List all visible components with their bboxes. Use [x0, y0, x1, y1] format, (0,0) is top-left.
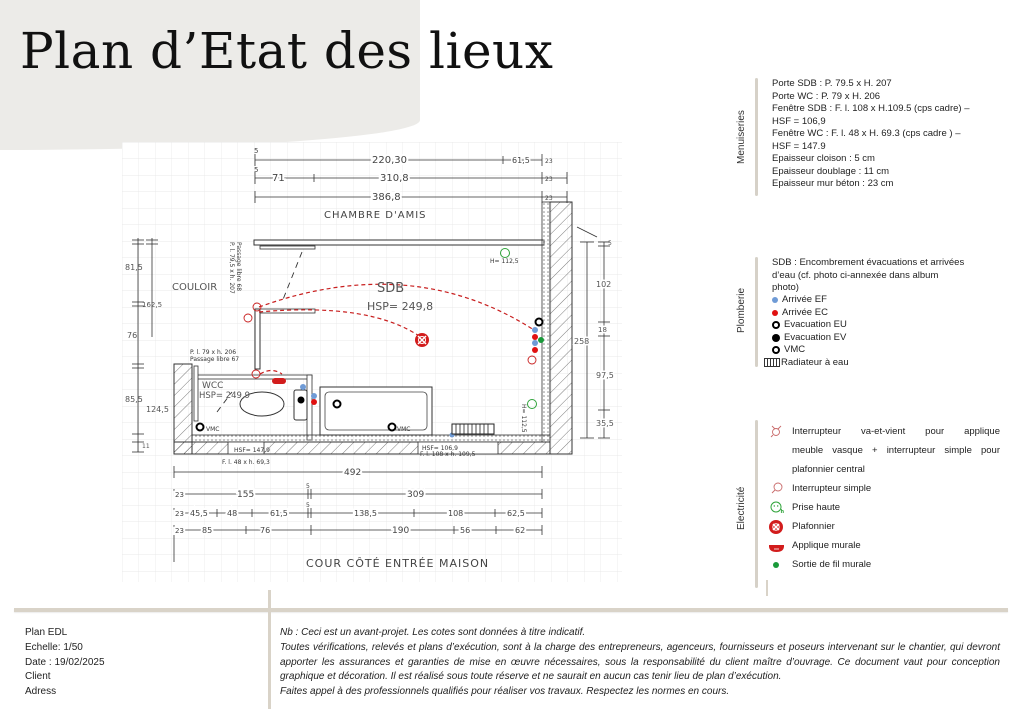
legend-sortie-fil [768, 555, 871, 574]
epaisseur-mur: Epaisseur mur béton : 23 cm [772, 178, 894, 189]
svg-text:F. l. 108 x h. 109,5: F. l. 108 x h. 109,5 [420, 451, 476, 458]
svg-text:310,8: 310,8 [380, 173, 409, 184]
svg-text:HSF= 147,9: HSF= 147,9 [234, 447, 270, 454]
legend-radiateur [764, 357, 1012, 370]
svg-text:18: 18 [598, 326, 607, 334]
svg-text:108: 108 [448, 509, 464, 518]
section-label: Plomberie [736, 287, 747, 333]
svg-text:85,5: 85,5 [125, 395, 143, 404]
disclaimer-advice: Faites appel à des professionnels qualifiés pour réaliser vos travaux. Respectez les normes en cours. [280, 686, 730, 698]
svg-text:162,5: 162,5 [142, 301, 163, 309]
svg-text:258: 258 [574, 337, 590, 346]
svg-text:5: 5 [306, 502, 310, 509]
section-divider [755, 420, 758, 588]
svg-text:VMC: VMC [397, 426, 411, 433]
intro-line: SDB : Encombrement évacuations et arrivées [772, 257, 965, 268]
legend-prise-haute [768, 498, 840, 517]
svg-text:5: 5 [254, 166, 259, 174]
svg-text:11: 11 [142, 443, 150, 450]
client: Client [25, 671, 51, 683]
svg-text:23: 23 [545, 195, 553, 202]
footer-info [25, 626, 105, 700]
legend-label: Evacuation EU [784, 319, 847, 330]
svg-text:H= 112,5: H= 112,5 [490, 258, 519, 265]
blue-dot-icon [772, 297, 778, 303]
section-divider [755, 78, 758, 196]
simple-switch-icon [768, 479, 786, 493]
porte-sdb: Porte SDB : P. 79.5 x H. 207 [772, 78, 892, 89]
svg-text:155: 155 [237, 490, 255, 500]
legend-label: Arrivée EF [782, 294, 827, 305]
epaisseur-cloison: Epaisseur cloison : 5 cm [772, 153, 875, 164]
svg-text:386,8: 386,8 [372, 192, 401, 203]
legend-label: Applique murale [792, 540, 861, 551]
disclaimer-nb: Nb : Ceci est un avant-projet. Les cotes sont données à titre indicatif. [280, 627, 586, 638]
svg-text:56: 56 [460, 526, 471, 535]
svg-text:5: 5 [306, 483, 310, 490]
wall-light-icon [768, 536, 786, 550]
fenetre-wc-hsf: HSF = 147.9 [772, 140, 826, 152]
svg-text:102: 102 [596, 280, 612, 289]
plan-name: Plan EDL [25, 627, 68, 638]
legend-label: Radiateur à eau [781, 356, 849, 368]
svg-text:124,5: 124,5 [146, 405, 169, 414]
footer-divider-tick [766, 580, 768, 596]
svg-text:23: 23 [175, 510, 184, 518]
date: Date : 19/02/2025 [25, 656, 105, 668]
disclaimer-body: Toutes vérifications, relevés et plans d’exécution, sont à la charge des entrepreneurs, agenceurs, fournisseurs et poseurs intervenant sur le chantier, qui devront apporter les assurances et garanties de mise en œuvre nécessaires, sous la responsabilité du client maître d’ouvrage. Ce document vaut pour conception graphique et décoration. Il est réalisé sous toute réserve et ne saurait en aucun cas tenir lieu de plan d’exécution. [280, 641, 1000, 683]
legend-label: plafonnier central [792, 464, 865, 475]
floor-plan [122, 142, 622, 582]
intro-line: d’eau (cf. photo ci-annexée dans album [772, 269, 939, 281]
plomberie-legend [772, 294, 1012, 369]
svg-text:190: 190 [392, 526, 410, 536]
legend-label: Prise haute [792, 502, 841, 513]
ceiling-light-icon [768, 517, 786, 531]
black-ring-icon [772, 346, 780, 354]
svg-text:23: 23 [175, 527, 184, 535]
svg-text:5: 5 [254, 147, 259, 155]
svg-text:45,5: 45,5 [190, 509, 208, 518]
svg-text:62,5: 62,5 [507, 509, 525, 518]
legend-vmc [772, 344, 1012, 357]
black-ring-icon [772, 321, 780, 329]
svg-text:138,5: 138,5 [354, 509, 377, 518]
floor-plan-drawing [122, 142, 622, 582]
svg-text:48: 48 [227, 509, 238, 518]
svg-text:23: 23 [545, 176, 553, 183]
plan-ceiling-light [415, 333, 429, 347]
svg-text:HSP= 249,8: HSP= 249,8 [367, 300, 434, 313]
footer-disclaimer [280, 626, 1000, 700]
svg-text:CHAMBRE D'AMIS: CHAMBRE D'AMIS [324, 210, 427, 221]
svg-text:WCC: WCC [202, 381, 224, 391]
legend-label: Interrupteur va-et-vient pour applique [792, 426, 1000, 437]
svg-text:SDB: SDB [377, 281, 405, 296]
svg-text:COULOIR: COULOIR [172, 282, 218, 293]
svg-text:61,5: 61,5 [270, 509, 288, 518]
svg-text:23: 23 [175, 491, 184, 499]
red-dot-icon [772, 310, 778, 316]
legend-evacuation-ev [772, 332, 1012, 345]
svg-text:309: 309 [407, 490, 425, 500]
two-way-switch-icon [768, 422, 786, 436]
svg-text:P. l. 79,5 x h. 207: P. l. 79,5 x h. 207 [228, 242, 235, 294]
bathtub [320, 387, 432, 435]
svg-text:35,5: 35,5 [596, 419, 614, 428]
toilet-tank [294, 390, 307, 420]
footer-column-divider [268, 590, 271, 709]
svg-text:71: 71 [272, 173, 285, 184]
fenetre-wc: Fenêtre WC : F. l. 48 x H. 69.3 (cps cadre ) – [772, 128, 961, 139]
plomberie-intro [772, 257, 1012, 295]
page-title: Plan d’Etat des lieux [20, 22, 554, 80]
section-divider [755, 257, 758, 367]
svg-text:220,30: 220,30 [372, 155, 407, 166]
legend-label: Evacuation EV [784, 331, 847, 343]
radiator-icon [764, 358, 780, 367]
svg-text:h: h [780, 509, 785, 514]
legend-label: Plafonnier [792, 521, 835, 532]
epaisseur-doublage: Epaisseur doublage : 11 cm [772, 165, 890, 177]
fenetre-sdb-hsf: HSF = 106,9 [772, 115, 826, 127]
svg-text:492: 492 [344, 468, 362, 478]
svg-text:85: 85 [202, 526, 213, 535]
legend-label: Sortie de fil murale [792, 559, 872, 570]
svg-text:23: 23 [545, 158, 553, 165]
legend-evacuation-eu [772, 319, 1012, 332]
high-outlet-icon [768, 498, 786, 512]
svg-text:5: 5 [608, 240, 612, 247]
svg-text:COUR CÔTÉ ENTRÉE MAISON: COUR CÔTÉ ENTRÉE MAISON [306, 557, 490, 570]
legend-label: Interrupteur simple [792, 483, 872, 494]
wall-wire-outlet-icon [768, 555, 786, 569]
svg-text:VMC: VMC [206, 426, 220, 433]
legend-label: meuble vasque + interrupteur simple pour [792, 445, 1000, 456]
svg-text:Passage libre 68: Passage libre 68 [235, 242, 242, 292]
menuiseries-text [772, 78, 1012, 191]
intro-line: photo) [772, 282, 799, 293]
svg-text:76: 76 [127, 331, 138, 340]
legend-label: VMC [784, 344, 806, 355]
svg-text:81,5: 81,5 [125, 263, 143, 272]
legend-label: Arrivée EC [782, 306, 828, 318]
legend-arrivee-ec [772, 307, 1012, 320]
legend-plafonnier [768, 517, 835, 536]
legend-applique [768, 536, 861, 555]
porte-wc: Porte WC : P. 79 x H. 206 [772, 90, 881, 102]
black-dot-icon [772, 334, 780, 342]
svg-text:62: 62 [515, 526, 526, 535]
svg-text:HSP= 249,9: HSP= 249,9 [199, 391, 251, 401]
svg-text:61,5: 61,5 [512, 156, 530, 165]
fenetre-sdb: Fenêtre SDB : F. l. 108 x H.109.5 (cps cadre) – [772, 103, 970, 114]
section-label: Menuiseries [736, 110, 747, 164]
legend-va-et-vient [768, 422, 1000, 479]
svg-text:76: 76 [260, 526, 271, 535]
svg-text:H= 112,5: H= 112,5 [520, 404, 527, 433]
legend-arrivee-ef [772, 294, 1012, 307]
legend-interrupteur-simple [768, 479, 871, 498]
scale: Echelle: 1/50 [25, 641, 83, 653]
svg-text:97,5: 97,5 [596, 371, 614, 380]
svg-text:Passage libre 67: Passage libre 67 [190, 356, 240, 363]
svg-text:P. l. 79 x h. 206: P. l. 79 x h. 206 [190, 349, 237, 356]
svg-text:HSF= 106,9: HSF= 106,9 [422, 445, 458, 452]
address: Adress [25, 686, 57, 698]
footer-divider [14, 608, 1008, 612]
svg-text:F. l. 48 x h. 69,3: F. l. 48 x h. 69,3 [222, 459, 270, 466]
section-label: Electricité [736, 486, 747, 530]
